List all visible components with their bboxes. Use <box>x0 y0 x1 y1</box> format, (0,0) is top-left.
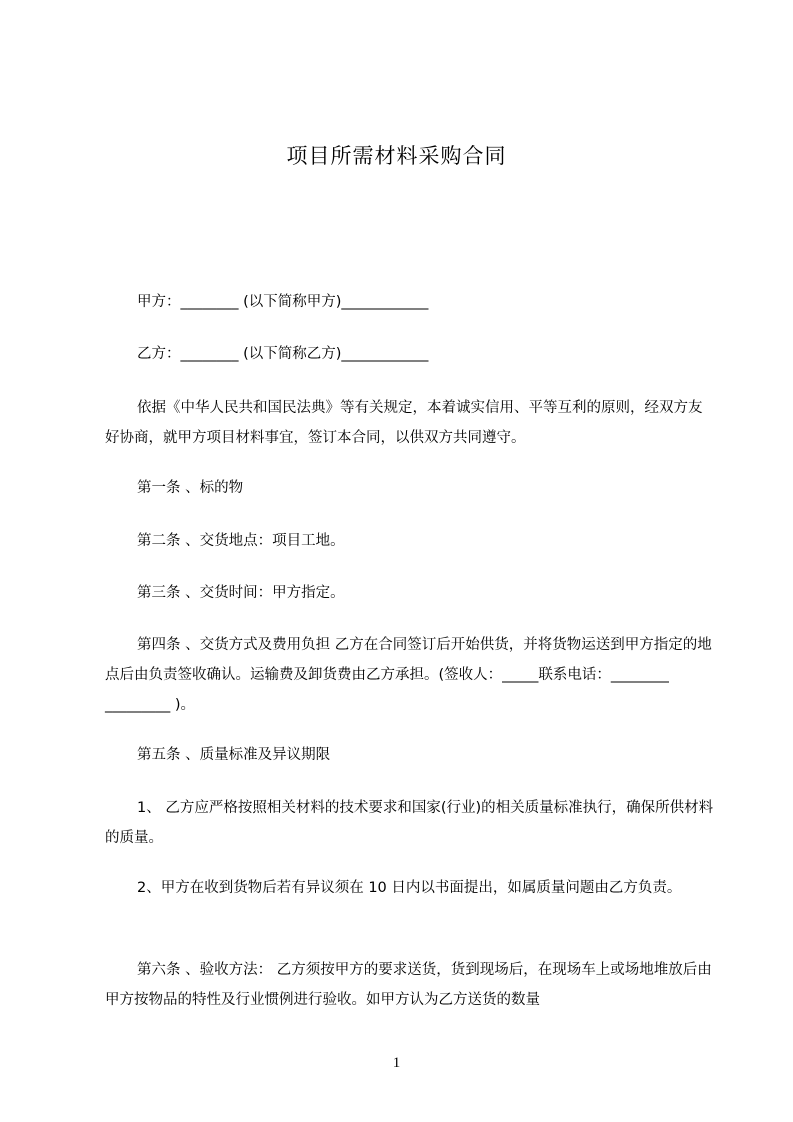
contract-title: 项目所需材料采购合同 <box>286 144 507 168</box>
article-6: 第六条 、验收方法： 乙方须按甲方的要求送货，货到现场后，在现场车上或场地堆放后由甲方按物品的特性及行业惯例进行验收。如甲方认为乙方送货的数量 <box>105 962 712 1008</box>
party-b-line: 乙方：________ (以下简称乙方)____________ <box>137 346 429 362</box>
article-3: 第三条 、交货时间：甲方指定。 <box>137 585 345 601</box>
preamble-paragraph: 依据《中华人民共和国民法典》等有关规定，本着诚实信用、平等互利的原则，经双方友好协商，就甲方项目材料事宜，签订本合同，以供双方共同遵守。 <box>105 400 703 446</box>
article-1: 第一条 、标的物 <box>137 480 244 496</box>
article-2: 第二条 、交货地点：项目工地。 <box>137 533 345 549</box>
article-5: 第五条 、质量标准及异议期限 <box>137 747 331 763</box>
article-4: 第四条 、交货方式及费用负担 乙方在合同签订后开始供货，并将货物运送到甲方指定的地点后由负责签收确认。运输费及卸货费由乙方承担。(签收人：_____联系电话：________ _________ )。 <box>105 637 712 713</box>
page-number: 1 <box>392 1055 401 1071</box>
article-5-item-2: 2、甲方在收到货物后若有异议须在 10 日内以书面提出，如属质量问题由乙方负责。 <box>137 880 682 896</box>
party-a-line: 甲方：________ (以下简称甲方)____________ <box>137 294 429 310</box>
article-5-item-1: 1、 乙方应严格按照相关材料的技术要求和国家(行业)的相关质量标准执行，确保所供材料的质量。 <box>105 800 714 846</box>
